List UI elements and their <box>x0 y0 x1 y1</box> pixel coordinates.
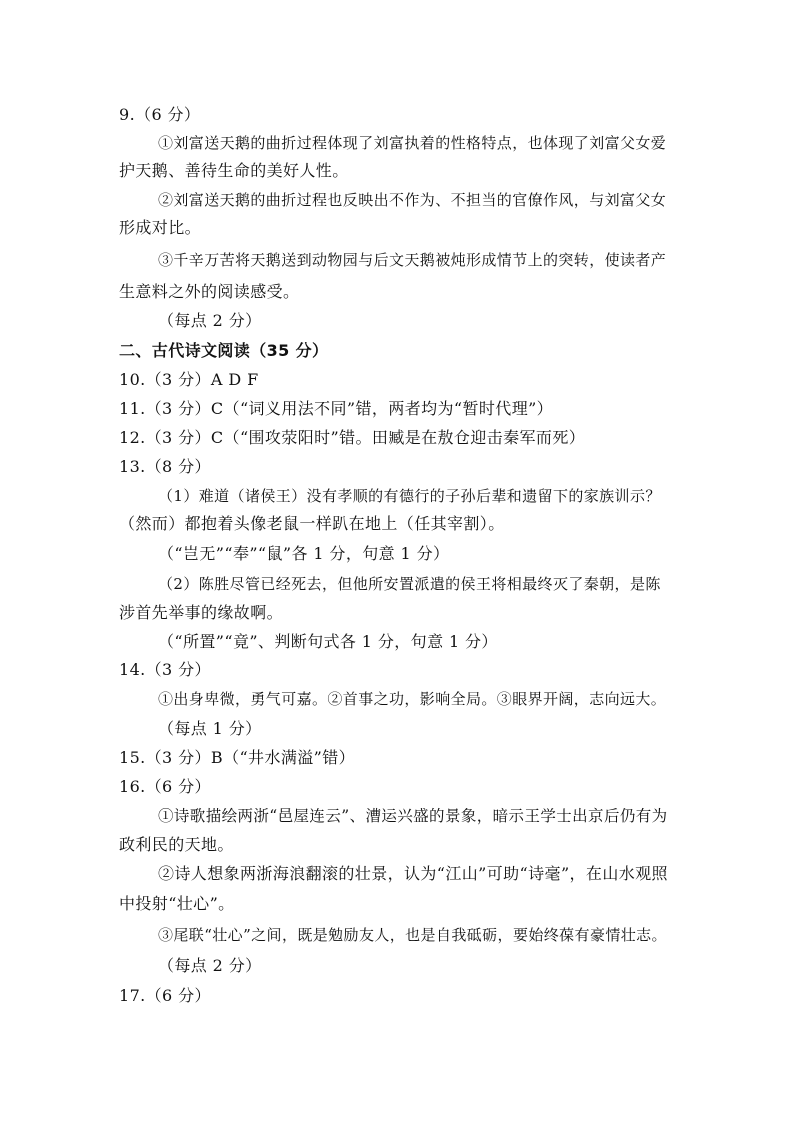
q16-header: 16.（6 分） <box>119 777 211 796</box>
q13-part2-line2: 涉首先举事的缘故啊。 <box>119 603 284 622</box>
q9-point2-line1: ②刘富送天鹅的曲折过程也反映出不作为、不担当的官僚作风，与刘富父女 <box>158 191 667 209</box>
q13-part2-line1: （2）陈胜尽管已经死去，但他所安置派遣的侯王将相最终灭了秦朝，是陈 <box>158 575 661 593</box>
q10-answer: 10.（3 分）A D F <box>119 370 259 389</box>
q16-point1-line1: ①诗歌描绘两浙“邑屋连云”、漕运兴盛的景象，暗示王学士出京后仍有为 <box>158 807 668 825</box>
q13-part2-scoring: （“所置”“竟”、判断句式各 1 分，句意 1 分） <box>158 632 498 651</box>
q14-points: ①出身卑微，勇气可嘉。②首事之功，影响全局。③眼界开阔，志向远大。 <box>158 690 667 708</box>
q16-point2-line2: 中投射“壮心”。 <box>119 894 235 913</box>
q9-point1-line1: ①刘富送天鹅的曲折过程体现了刘富执着的性格特点，也体现了刘富父女爱 <box>158 134 667 152</box>
q13-part1-line1: （1）难道（诸侯王）没有孝顺的有德行的子孙后辈和遗留下的家族训示？ <box>158 487 661 505</box>
q13-header: 13.（8 分） <box>119 457 211 476</box>
q14-scoring-note: （每点 1 分） <box>158 719 262 738</box>
q16-point2-line1: ②诗人想象两浙海浪翻滚的壮景，认为“江山”可助“诗毫”，在山水观照 <box>158 864 668 883</box>
q9-header: 9.（6 分） <box>119 105 201 124</box>
q15-answer: 15.（3 分）B（“井水满溢”错） <box>119 748 356 767</box>
q9-point2-line2: 形成对比。 <box>119 218 202 237</box>
q16-scoring-note: （每点 2 分） <box>158 956 262 975</box>
q13-part1-scoring: （“岂无”“奉”“鼠”各 1 分，句意 1 分） <box>158 544 450 563</box>
q9-point3-line2: 生意料之外的阅读感受。 <box>119 282 300 301</box>
q17-header: 17.（6 分） <box>119 986 211 1005</box>
q16-point3: ③尾联“壮心”之间，既是勉励友人，也是自我砥砺，要始终葆有豪情壮志。 <box>158 926 667 944</box>
q14-header: 14.（3 分） <box>119 660 211 679</box>
q13-part1-line2: （然而）都抱着头像老鼠一样趴在地上（任其宰割）。 <box>119 514 505 533</box>
q9-scoring-note: （每点 2 分） <box>158 311 262 330</box>
q16-point1-line2: 政利民的天地。 <box>119 835 234 854</box>
q11-answer: 11.（3 分）C（“词义用法不同”错，两者均为“暂时代理”） <box>119 399 554 418</box>
q12-answer: 12.（3 分）C（“围攻荥阳时”错。田臧是在敖仓迎击秦军而死） <box>119 428 586 447</box>
q9-point1-line2: 护天鹅、善待生命的美好人性。 <box>119 161 349 180</box>
section-heading-classical: 二、古代诗文阅读（35 分） <box>119 341 329 360</box>
q9-point3-line1: ③千辛万苦将天鹅送到动物园与后文天鹅被炖形成情节上的突转，使读者产 <box>158 251 667 269</box>
